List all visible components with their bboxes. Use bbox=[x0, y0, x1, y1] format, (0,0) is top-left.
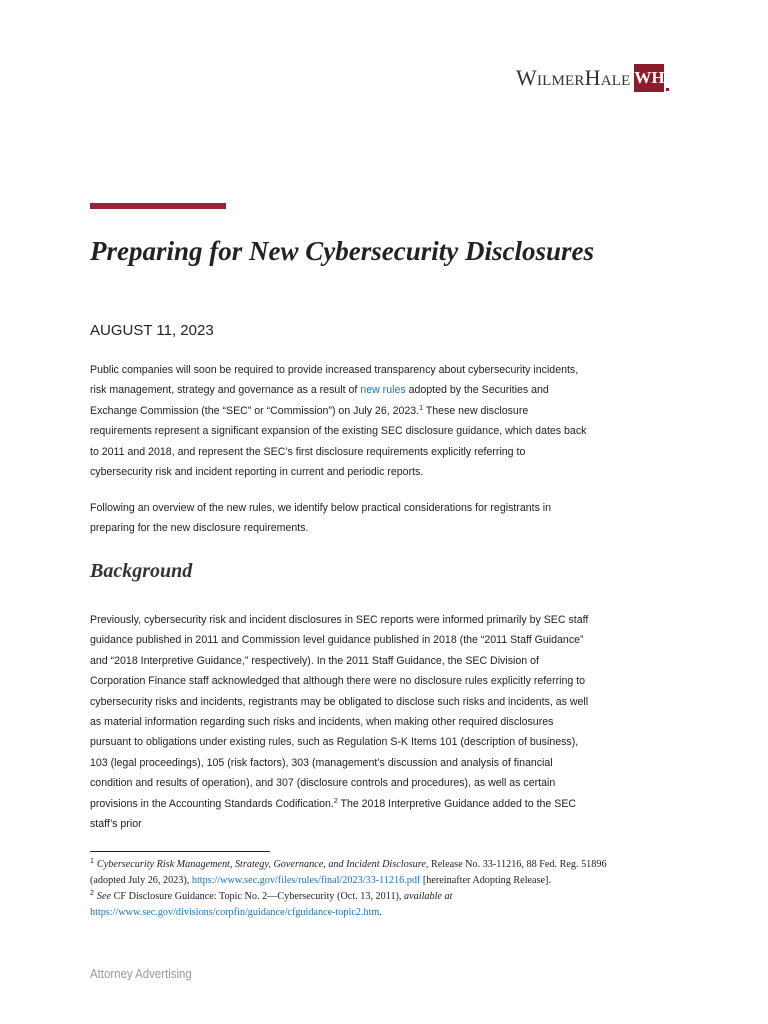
footnote-2-link[interactable]: https://www.sec.gov/divisions/corpfin/guidance/cfguidance-topic2.htm bbox=[90, 907, 380, 918]
footnote-ref-1[interactable]: 1 bbox=[419, 404, 424, 412]
footnote-1-link[interactable]: https://www.sec.gov/files/rules/final/2023/33-11216.pdf bbox=[191, 875, 421, 886]
footnote-1 bbox=[90, 857, 610, 889]
footnote-title: Cybersecurity Risk Management, Strategy, Governance, and Incident Disclosure, bbox=[96, 859, 429, 870]
background-paragraph bbox=[90, 610, 590, 834]
footnote-number: 1 bbox=[90, 858, 94, 865]
footnote-number: 2 bbox=[90, 890, 94, 897]
footnote-text: Release No. 33-11216, 88 Fed. Reg. 51896 (adopted July 26, 2023), bbox=[90, 859, 607, 886]
page-title: Preparing for New Cybersecurity Disclosures bbox=[90, 236, 594, 266]
footnote-2 bbox=[90, 889, 610, 921]
footnote-available-at: available at bbox=[404, 891, 453, 902]
footnote-text-end: . bbox=[379, 907, 382, 918]
section-heading-background: Background bbox=[90, 560, 193, 582]
overview-paragraph: Following an overview of the new rules, we identify below practical considerations for registrants in preparing for the new disclosure requirements. bbox=[90, 502, 552, 535]
logo-dot bbox=[666, 88, 669, 91]
attorney-advertising-footer: Attorney Advertising bbox=[90, 966, 192, 981]
intro-paragraph bbox=[90, 360, 590, 482]
footnote-text-end: [hereinafter Adopting Release]. bbox=[420, 875, 551, 886]
background-text: Previously, cybersecurity risk and incident disclosures in SEC reports were informed primarily by SEC staff guidance published in 2011 and Commission level guidance published in 2018 (the “2011 Staff Guidance” and “2018 Interpretive Guidance,” respectively). In the 2011 Staff Guidance, the SEC Division of Corporation Finance staff acknowledged that although there were no disclosure rules explicitly referring to cybersecurity risks and incidents, registrants may be obligated to disclose such risks and incidents, as well as material information regarding such risks and incidents, when making other required disclosures pursuant to obligations under existing rules, such as Regulation S-K Items 101 (description of business), 103 (legal proceedings), 105 (risk factors), 303 (management’s discussion and analysis of financial condition and results of operation), and 307 (disclosure controls and procedures), as well as certain provisions in the Accounting Standards Codification. bbox=[90, 614, 589, 810]
footnote-ref-2[interactable]: 2 bbox=[333, 797, 338, 805]
logo-mark: WH bbox=[634, 64, 664, 92]
new-rules-link[interactable]: new rules bbox=[360, 384, 406, 397]
intro-text-start: Public companies will soon be required to provide increased transparency about cybersecurity incidents, risk management, strategy and governance as a result of bbox=[90, 364, 579, 397]
footnote-text: CF Disclosure Guidance: Topic No. 2—Cybersecurity (Oct. 13, 2011), bbox=[111, 891, 405, 902]
intro-text-end: These new disclosure requirements represent a significant expansion of the existing SEC disclosure guidance, which dates back to 2011 and 2018, and represent the SEC’s first disclosure requirements explicitly referring to cybersecurity risk and incident reporting in current and periodic reports. bbox=[90, 404, 587, 479]
intro-text-middle: adopted by the Securities and Exchange Commission (the “SEC” or “Commission”) on July 26, 2023. bbox=[90, 384, 549, 417]
footnote-divider bbox=[90, 851, 270, 852]
title-accent-bar bbox=[90, 203, 226, 209]
footnotes bbox=[90, 857, 610, 921]
logo-wordmark: WilmerHale bbox=[516, 65, 631, 90]
footnote-see: See bbox=[96, 891, 112, 902]
publication-date: AUGUST 11, 2023 bbox=[90, 322, 214, 339]
background-text-end: The 2018 Interpretive Guidance added to the SEC staff’s prior bbox=[90, 797, 577, 831]
wilmerhale-logo bbox=[516, 64, 669, 92]
